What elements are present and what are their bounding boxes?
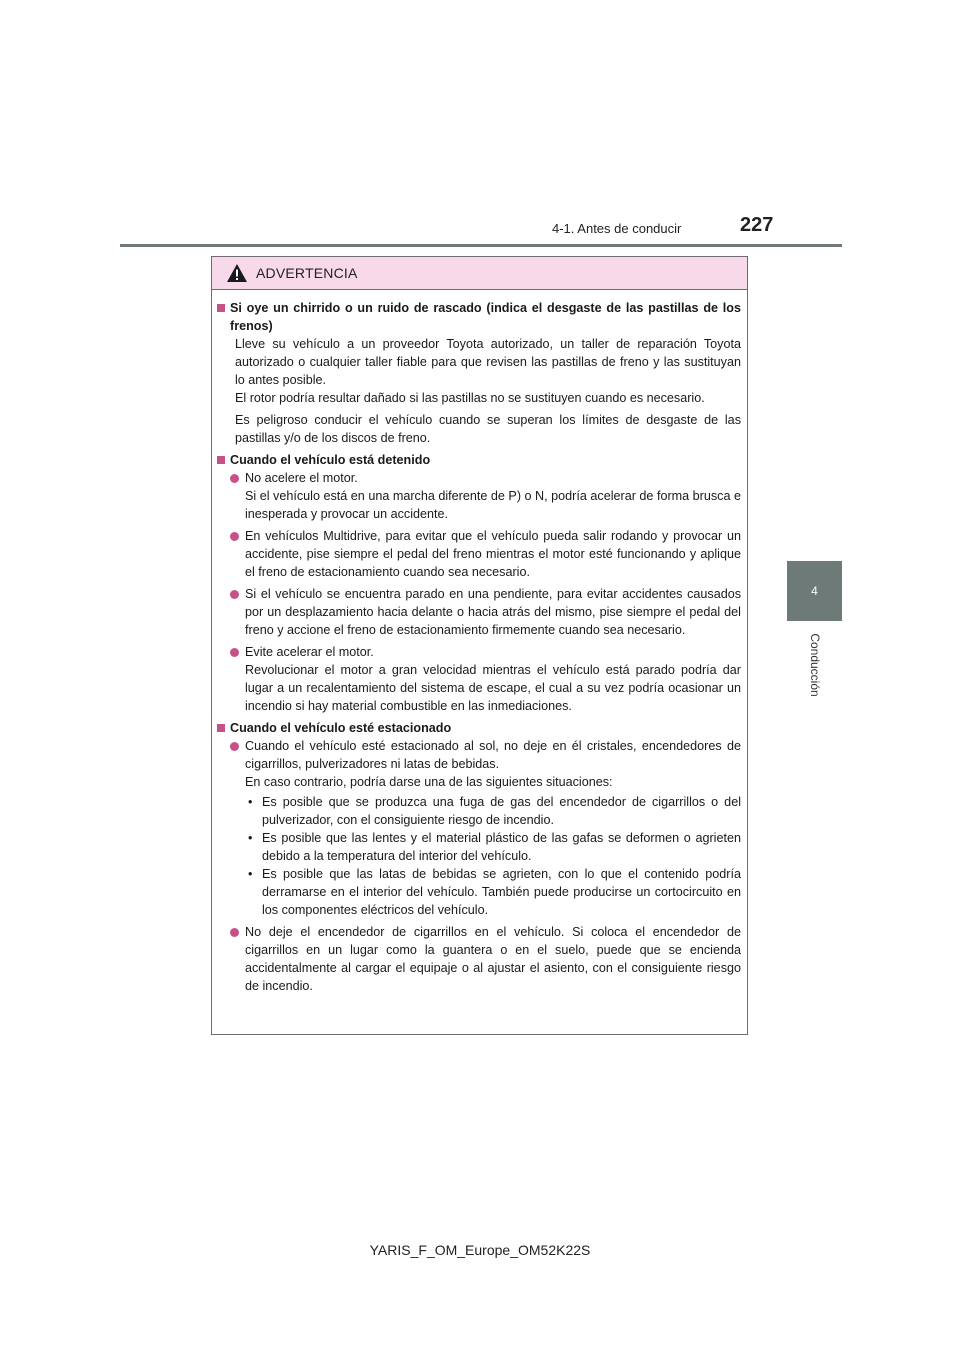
paragraph-line: Lleve su vehículo a un proveedor Toyota autorizado, un taller de reparación Toyota autorizado o cualquier taller fiable para que revisen las pastillas de freno y las sustituyan lo antes posible. [235, 337, 741, 387]
warning-header [212, 257, 747, 290]
list-item [230, 643, 741, 715]
chapter-label: Conducción [808, 633, 822, 697]
document-code-footer: YARIS_F_OM_Europe_OM52K22S [369, 1242, 591, 1258]
circle-bullet-icon [230, 532, 239, 541]
warning-triangle-icon [226, 263, 248, 283]
paragraph [235, 335, 741, 407]
list-item [230, 737, 741, 791]
warning-box [211, 256, 748, 1035]
sub-item-text: Es posible que las lentes y el material plástico de las gafas se deformen o agrieten debido a la temperatura del interior del vehículo. [262, 831, 741, 863]
square-bullet-icon [217, 724, 225, 732]
sub-list-item [248, 829, 741, 865]
section-title: Cuando el vehículo esté estacionado [230, 721, 452, 735]
circle-bullet-icon [230, 648, 239, 657]
bullet-line: No acelere el motor. [245, 471, 358, 485]
bullet-line: Evite acelerar el motor. [245, 645, 374, 659]
circle-bullet-icon [230, 928, 239, 937]
square-bullet-icon [217, 304, 225, 312]
sub-item-text: Es posible que se produzca una fuga de gas del encendedor de cigarrillos o del pulverizador, con el consiguiente riesgo de incendio. [262, 795, 741, 827]
running-header-section: 4-1. Antes de conducir [552, 221, 682, 236]
square-bullet-icon [217, 456, 225, 464]
dot-marker-icon: • [248, 795, 253, 809]
section-heading [217, 451, 741, 469]
circle-bullet-icon [230, 590, 239, 599]
warning-body [212, 290, 747, 995]
section-heading [217, 299, 741, 335]
chapter-tab [787, 561, 842, 621]
bullet-line: Si el vehículo está en una marcha diferente de P) o N, podría acelerar de forma brusca e inesperada y provocar un accidente. [245, 489, 741, 521]
list-item [230, 527, 741, 581]
page-number: 227 [740, 214, 774, 236]
bullet-line: En caso contrario, podría darse una de las siguientes situaciones: [245, 775, 613, 789]
sub-list-item [248, 865, 741, 919]
dot-marker-icon: • [248, 831, 253, 845]
section-title: Si oye un chirrido o un ruido de rascado (indica el desgaste de las pastillas de los frenos) [230, 301, 741, 333]
bullet-line: Revolucionar el motor a gran velocidad mientras el vehículo está parado podría dar lugar a un recalentamiento del sistema de escape, el cual a su vez podría ocasionar un incendio si hay material combustible en las inmediaciones. [245, 663, 741, 713]
sub-item-text: Es posible que las latas de bebidas se agrieten, con lo que el contenido podría derramarse en el interior del vehículo. También puede producirse un cortocircuito en los componentes eléctricos del vehículo. [262, 867, 741, 917]
bullet-line: En vehículos Multidrive, para evitar que el vehículo pueda salir rodando y provocar un accidente, pise siempre el pedal del freno mientras el motor esté funcionando y aplique el freno de estacionamiento cuando sea necesario. [245, 529, 741, 579]
paragraph: Es peligroso conducir el vehículo cuando se superan los límites de desgaste de las pastillas y/o de los discos de freno. [235, 413, 741, 445]
section-title: Cuando el vehículo está detenido [230, 453, 431, 467]
sub-list [217, 793, 741, 919]
circle-bullet-icon [230, 742, 239, 751]
list-item [230, 923, 741, 995]
bullet-line: Si el vehículo se encuentra parado en una pendiente, para evitar accidentes causados por un desplazamiento hacia delante o hacia atrás del mismo, pise siempre el pedal del freno y accione el freno de estacionamiento firmemente cuando sea necesario. [245, 587, 741, 637]
header-divider [120, 244, 842, 247]
section-heading [217, 719, 741, 737]
paragraph-line: El rotor podría resultar dañado si las pastillas no se sustituyen cuando es necesario. [235, 391, 705, 405]
list-item [230, 585, 741, 639]
chapter-number: 4 [811, 584, 818, 598]
list-item [230, 469, 741, 523]
circle-bullet-icon [230, 474, 239, 483]
bullet-line: Cuando el vehículo esté estacionado al sol, no deje en él cristales, encendedores de cigarrillos, pulverizadores ni latas de bebidas. [245, 739, 741, 771]
dot-marker-icon: • [248, 867, 253, 881]
sub-list-item [248, 793, 741, 829]
bullet-line: No deje el encendedor de cigarrillos en el vehículo. Si coloca el encendedor de cigarrillos en un lugar como la guantera o en el suelo, puede que se encienda accidentalmente al cargar el equipaje o al ajustar el asiento, con el consiguiente riesgo de incendio. [245, 925, 741, 993]
warning-title: ADVERTENCIA [256, 265, 358, 281]
